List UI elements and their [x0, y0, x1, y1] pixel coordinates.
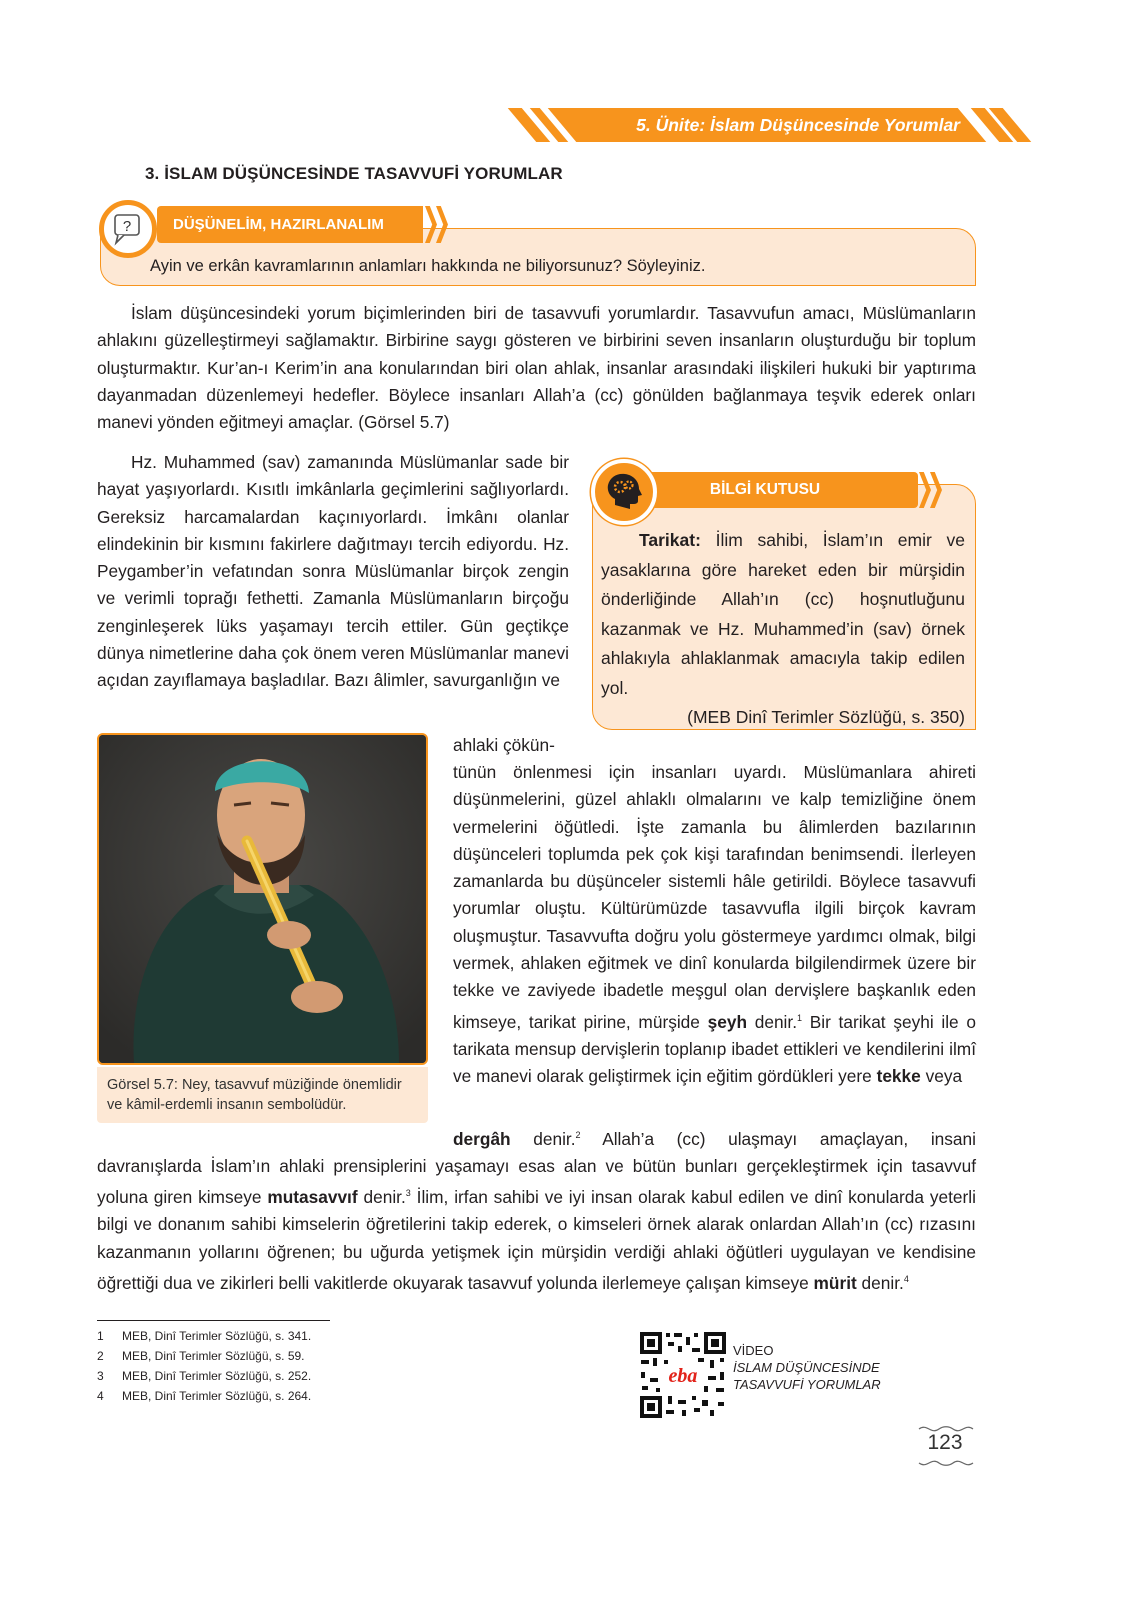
footnote-4: 4 MEB, Dinî Terimler Sözlüğü, s. 264.: [97, 1389, 312, 1403]
think-question: Ayin ve erkân kavramlarının anlamları hakkında ne biliyorsunuz? Söyleyiniz.: [150, 257, 706, 275]
final-paragraph: dergâh denir.$^2$ Allah’a (cc) ulaşmayı amaçlayan, insani davranışlarda İslam’ın ahlaki prensiplerini yaşamayı esas alan ve bütün bunları gerçekleştirmek için tasavvuf yoluna giren kimseye mutasavvıf denir.$^3$ İlim, irfan sahibi ve iyi insan olarak kabul edilen ve dinî konularda yeterli bilgi ve donanım sahibi kimselerin öğretilerini takip ederek, o kimseleri örnek alarak onlardan Allah’ın (cc) rızasını kazanmanın yollarını öğrenen; bu uğurda yetişmek için mürşidin verdiği ahlaki öğütleri uygulayan ve kendisine öğrettiği dua ve zikirleri belli vakitlerde okuyarak tasavvuf yolunda ilerlemeye çalışan kimseye mürit denir.$^4$: [97, 1128, 976, 1293]
ney-player-photo: [97, 733, 428, 1065]
intro-paragraph: İslam düşüncesindeki yorum biçimlerinden biri de tasavvufi yorumlardır. Tasavvufun amacı, Müslümanların ahlakını güzelleştirmeyi sağlamaktır. Birbirine saygı gösteren ve birbirini seven insanların oluşturduğu bir toplum oluşturmaktır. Kur’an-ı Kerim’in ana konularından biri olan ahlak, insanlar arasındaki ilişkileri hukuki bir yaptırıma dayanmadan düzenlemeyi hedefler. Böylece insanları Allah’a (cc) gönülden bağlanmaya teşvik ederek onları manevi yönden eğitmeyi amaçlar. (Görsel 5.7): [97, 303, 976, 433]
footnote-1: 1 MEB, Dinî Terimler Sözlüğü, s. 341.: [97, 1329, 312, 1343]
column-paragraph: Hz. Muhammed (sav) zamanında Müslümanlar sade bir hayat yaşıyorlardı. Kısıtlı imkânlarla geçimlerini sağlıyorlardı. Gereksiz harcamalardan kaçınıyorlardı. İmkânı olanlar elindekinin bir kısmını fakirlere dağıtmayı tercih ediyordu. Hz. Peygamber’in vefatından sonra Müslümanlar birçok zengin ve verimli toprağı fethetti. Zamanla Müslümanların birçoğu zenginleşerek lüks yaşamayı tercih ettiler. Gün geçtikçe dünya nimetlerine daha çok önem veren Müslümanlar manevi açıdan zayıflamaya başladılar. Bazı âlimler, savurganlığın ve: [97, 452, 569, 691]
qr-caption: VİDEO İSLAM DÜŞÜNCESİNDE TASAVVUFİ YORUMLAR: [733, 1343, 881, 1392]
footnote-2: 2 MEB, Dinî Terimler Sözlüğü, s. 59.: [97, 1349, 305, 1363]
right-paragraph: tünün önlenmesi için insanları uyardı. Müslümanlara ahireti düşünmelerini, güzel ahlaklı olmalarını ve kalp temizliğine önem vermelerini öğütledi. İşte zamanla bu âlimlerden bazılarının düşünceleri toplumda pek çok kişi tarafından benimsendi. İlerleyen zamanlarda bu düşünceler sistemli hâle getirildi. Böylece tasavvufi yorumlar oluştu. Kültürümüzde tasavvufla ilgili birçok kavram oluşmuştur. Tasavvufta doğru yolu göstermeye yardımcı olmak, bilgi vermek, ahlaken eğitmek ve dinî konularda bilgilendirmek üzere bir tekke ve zaviyede ibadetle meşgul olan dervişlere başkanlık eden kimseye, tarikat pirine, mürşide şeyh denir.$^1$ Bir tarikat şeyhi ile o tarikata mensup dervişlerin toplanıp ibadet ettikleri ve kendilerini ilmî ve manevi olarak geliştirmek için eğitim gördükleri yere tekke veya: [453, 762, 976, 1087]
info-definition: Tarikat: İlim sahibi, İslam’ın emir ve yasaklarına göre hareket eden bir mürşidin önderliğinde Allah’ın (cc) hoşnutluğunu kazanmak ve Hz. Muhammed’in (sav) örnek ahlakıyla ahlaklanmak amacıyla takip edilen yol.: [601, 530, 965, 698]
info-label: BİLGİ KUTUSU: [612, 472, 918, 508]
footnotes: [97, 1326, 311, 1406]
page-number-ornament-bottom: [917, 1456, 975, 1474]
qr-code[interactable]: [638, 1330, 728, 1420]
think-label: DÜŞÜNELİM, HAZIRLANALIM: [157, 206, 423, 243]
question-bubble-icon: [99, 200, 157, 258]
page-number: 123: [927, 1431, 963, 1454]
column-tail: ahlaki çökün-: [453, 735, 555, 755]
footnote-rule: [97, 1320, 330, 1321]
svg-text:?: ?: [122, 218, 132, 235]
info-source: (MEB Dinî Terimler Sözlüğü, s. 350): [687, 707, 965, 727]
section-title: 3. İSLAM DÜŞÜNCESİNDE TASAVVUFİ YORUMLAR: [145, 164, 563, 183]
info-term: Tarikat:: [639, 530, 701, 550]
photo-caption: Görsel 5.7: Ney, tasavvuf müziğinde önemlidir ve kâmil-erdemli insanın sembolüdür.: [97, 1067, 428, 1123]
unit-title: 5. Ünite: İslam Düşüncesinde Yorumlar: [636, 115, 960, 135]
head-gears-icon: [591, 459, 657, 525]
footnote-3: 3 MEB, Dinî Terimler Sözlüğü, s. 252.: [97, 1369, 312, 1383]
eba-logo-text: eba: [668, 1365, 698, 1387]
